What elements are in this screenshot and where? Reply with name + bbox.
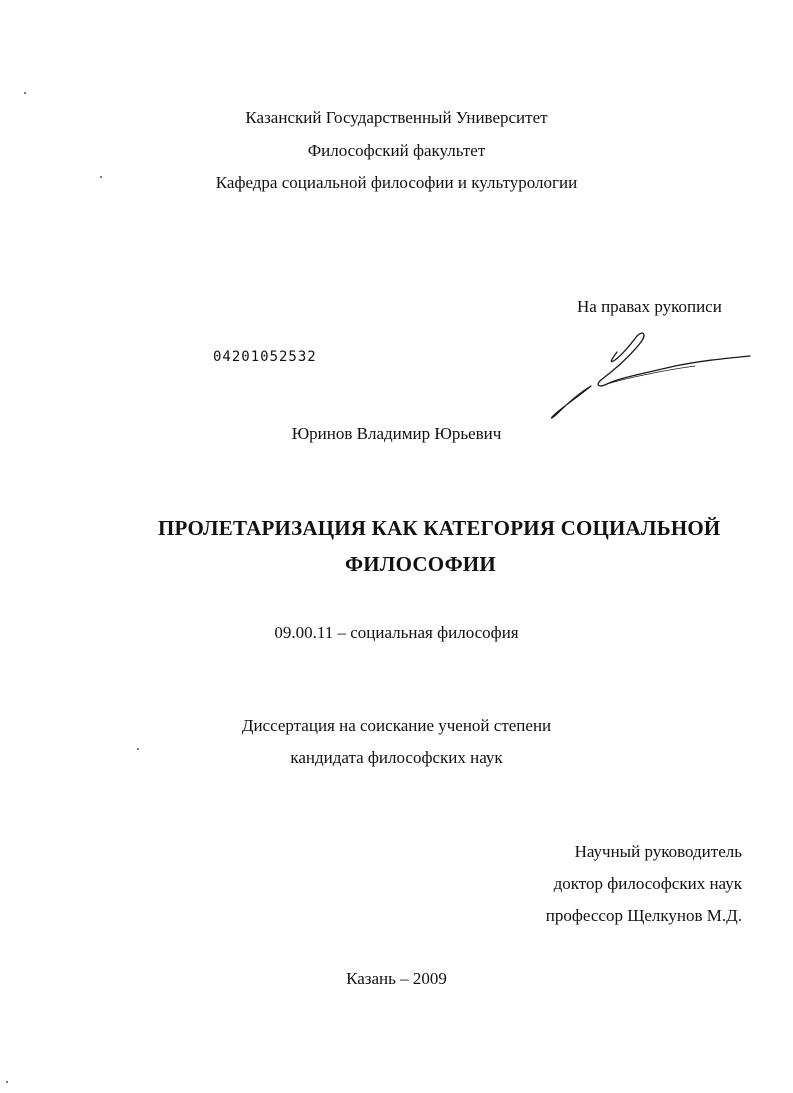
scan-speck bbox=[24, 92, 26, 94]
scan-speck bbox=[100, 176, 102, 178]
supervisor-role: Научный руководитель bbox=[574, 842, 742, 861]
signature-mark bbox=[545, 322, 755, 422]
specialty-code: 09.00.11 – социальная философия bbox=[274, 623, 519, 642]
rights-note: На правах рукописи bbox=[577, 297, 722, 316]
degree-line-2: кандидата философских наук bbox=[290, 748, 503, 767]
supervisor-name: профессор Щелкунов М.Д. bbox=[545, 906, 742, 925]
university-name: Казанский Государственный Университет bbox=[245, 108, 548, 127]
author-name: Юринов Владимир Юрьевич bbox=[291, 424, 502, 443]
dissertation-title-line-2: ФИЛОСОФИИ bbox=[345, 552, 496, 576]
faculty-name: Философский факультет bbox=[307, 141, 486, 160]
scan-speck bbox=[6, 1081, 8, 1083]
scan-speck bbox=[137, 748, 139, 750]
place-year: Казань – 2009 bbox=[346, 969, 447, 988]
degree-line-1: Диссертация на соискание ученой степени bbox=[241, 716, 552, 735]
supervisor-degree: доктор философских наук bbox=[553, 874, 742, 893]
dissertation-title-line-1: ПРОЛЕТАРИЗАЦИЯ КАК КАТЕГОРИЯ СОЦИАЛЬНОЙ bbox=[158, 516, 721, 540]
department-name: Кафедра социальной философии и культурологии bbox=[215, 173, 578, 192]
catalog-number: 04201052532 bbox=[213, 349, 317, 365]
